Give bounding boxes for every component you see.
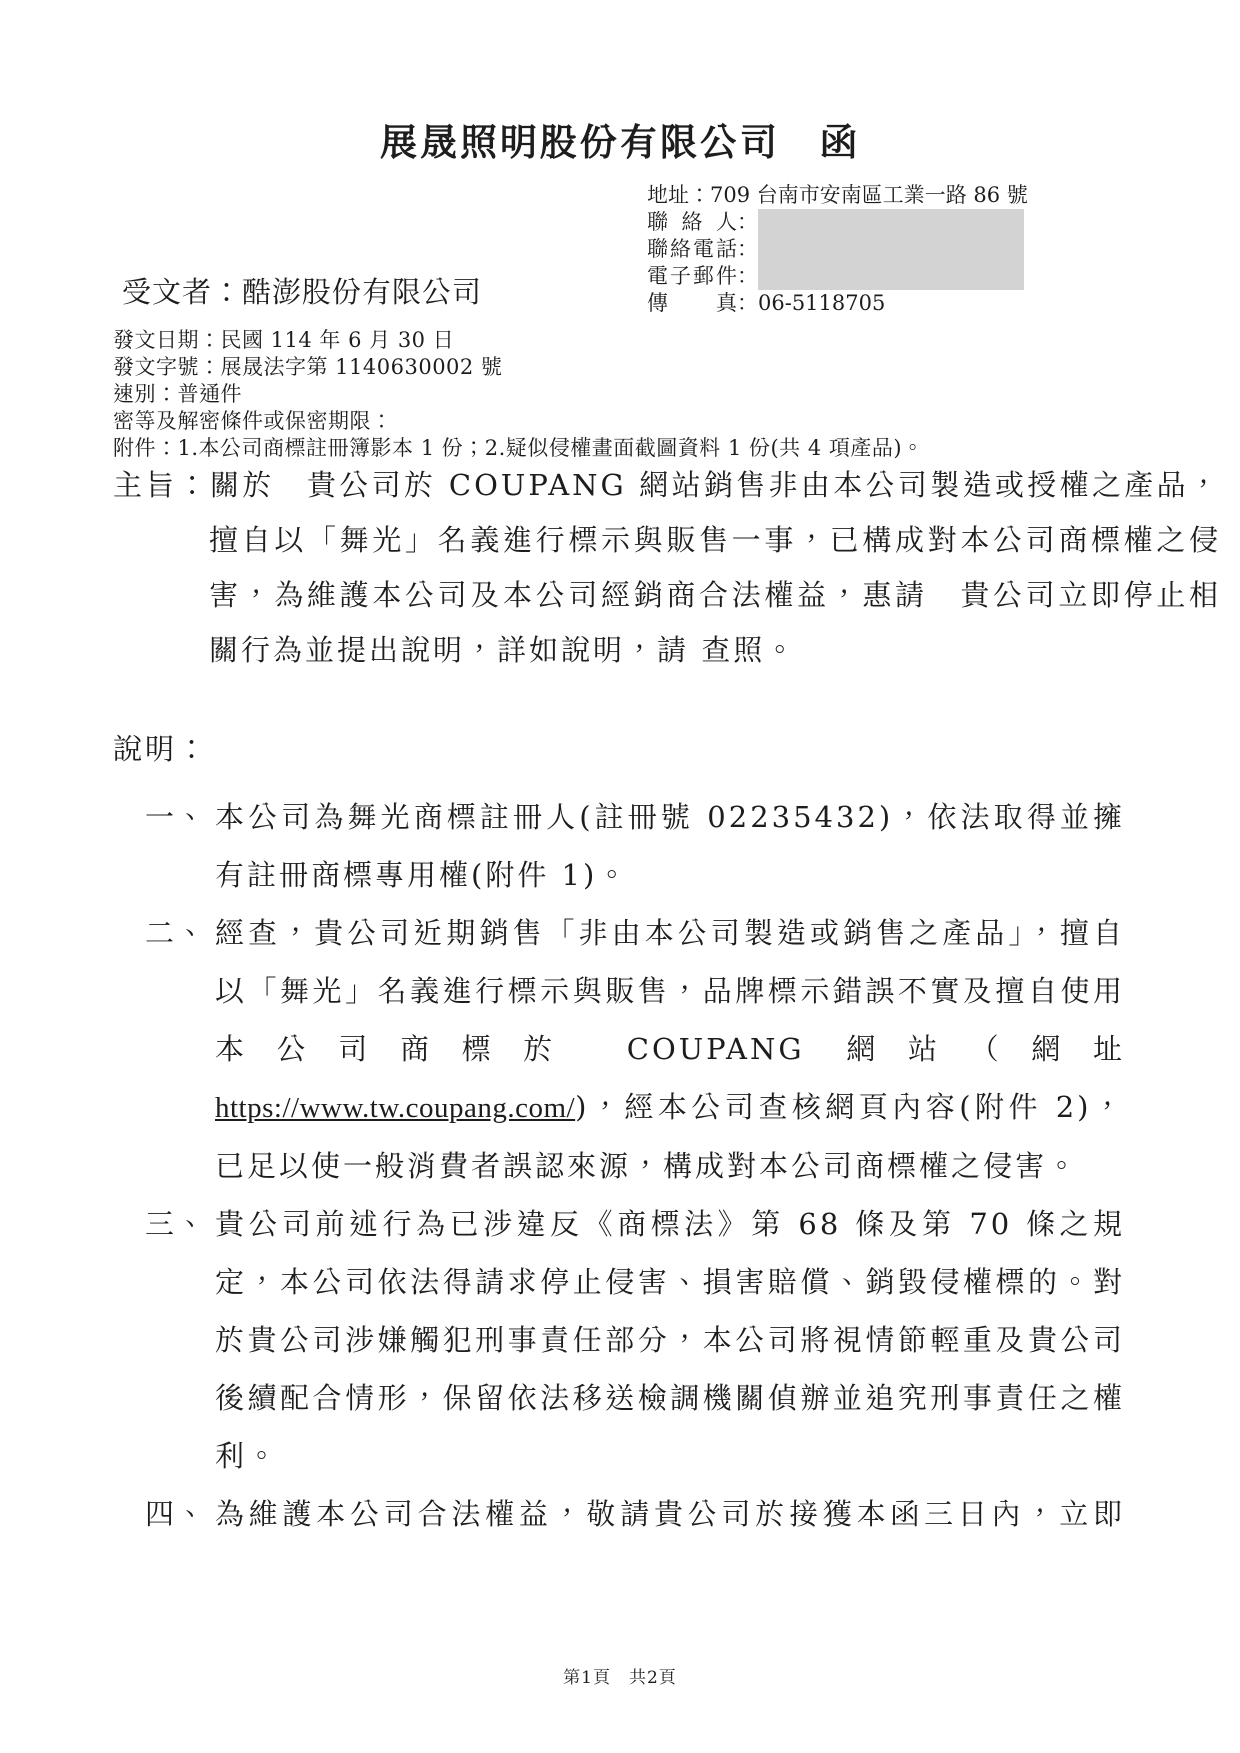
address-label: 地址	[647, 183, 689, 207]
contact-row-address	[647, 182, 1028, 209]
security-class-line: 密等及解密條件或保密期限：	[113, 409, 393, 433]
item-text-before-url: 經查，貴公司近期銷售「非由本公司製造或銷售之產品」，擅自以「舞光」名義進行標示與販售，品牌標示錯誤不實及擅自使用本公司商標於 COUPANG 網站（網址	[215, 916, 1125, 1066]
item-text-after-url: )，經本公司查核網頁內容(附件 2)，已足以使一般消費者誤認來源，構成對本公司商標權之侵害。	[215, 1090, 1125, 1183]
explanation-item-2	[145, 904, 1125, 1195]
contact-row-phone	[647, 236, 1028, 263]
contact-row-fax	[647, 290, 1028, 317]
issue-date-line: 發文日期：民國 114 年 6 月 30 日	[113, 328, 455, 352]
fax-label: 傳真	[647, 291, 737, 315]
colon: ：	[737, 291, 758, 315]
recipient-line: 受文者：酷澎股份有限公司	[122, 275, 483, 309]
explanation-item-3	[145, 1195, 1125, 1485]
infringing-site-url: https://www.tw.coupang.com/	[215, 1092, 576, 1124]
letter-title: 展晟照明股份有限公司 函	[380, 120, 860, 164]
item-number: 三、	[145, 1207, 208, 1241]
item-text: 為維護本公司合法權益，敬請貴公司於接獲本函三日內，立即	[215, 1497, 1125, 1531]
redaction-box-contact-person	[758, 209, 1024, 236]
subject-section	[113, 458, 1221, 678]
redaction-box-phone	[758, 236, 1024, 263]
explanation-item-4	[145, 1485, 1125, 1543]
item-text: 本公司為舞光商標註冊人(註冊號 02235432)，依法取得並擁有註冊商標專用權(附件 1)。	[215, 800, 1125, 892]
attachments-line: 附件：1.本公司商標註冊簿影本 1 份；2.疑似侵權畫面截圖資料 1 份(共 4 項產品)。	[113, 436, 924, 460]
colon: ：	[737, 264, 758, 288]
document-meta	[113, 327, 924, 462]
address-value: 709 台南市安南區工業一路 86 號	[710, 183, 1028, 207]
explanation-list	[145, 788, 1125, 1543]
colon: ：	[737, 210, 758, 234]
item-text: 貴公司前述行為已涉違反《商標法》第 68 條及第 70 條之規定，本公司依法得請求停止侵害、損害賠償、銷毀侵權標的。對於貴公司涉嫌觸犯刑事責任部分，本公司將視情節輕重及貴公司後續配合情形，保留依法移送檢調機關偵辦並追究刑事責任之權利。	[215, 1207, 1125, 1473]
item-number: 二、	[145, 916, 208, 950]
doc-number-line: 發文字號：展晟法字第 1140630002 號	[113, 355, 503, 379]
fax-value: 06-5118705	[758, 291, 886, 315]
contact-person-label: 聯絡人	[647, 210, 737, 234]
speed-class-line: 速別：普通件	[113, 382, 242, 406]
subject-label: 主旨：	[113, 468, 211, 502]
redaction-box-email	[758, 263, 1024, 290]
item-number: 一、	[145, 800, 208, 834]
colon: ：	[737, 237, 758, 261]
subject-text: 關於 貴公司於 COUPANG 網站銷售非由本公司製造或授權之產品，擅自以「舞光」名義進行標示與販售一事，已構成對本公司商標權之侵害，為維護本公司及本公司經銷商合法權益，惠請 貴公司立即停止相關行為並提出說明，詳如說明，請 查照。	[209, 468, 1221, 667]
contact-info-block	[647, 182, 1028, 317]
explanation-heading: 說明：	[113, 732, 210, 766]
item-number: 四、	[145, 1497, 208, 1531]
page-number-footer: 第1頁 共2頁	[563, 1668, 677, 1688]
item-text	[215, 904, 1125, 1195]
explanation-item-1	[145, 788, 1125, 904]
contact-row-person	[647, 209, 1028, 236]
contact-phone-label: 聯絡電話	[647, 237, 737, 261]
contact-email-label: 電子郵件	[647, 264, 737, 288]
contact-row-email	[647, 263, 1028, 290]
colon: ：	[689, 183, 710, 207]
